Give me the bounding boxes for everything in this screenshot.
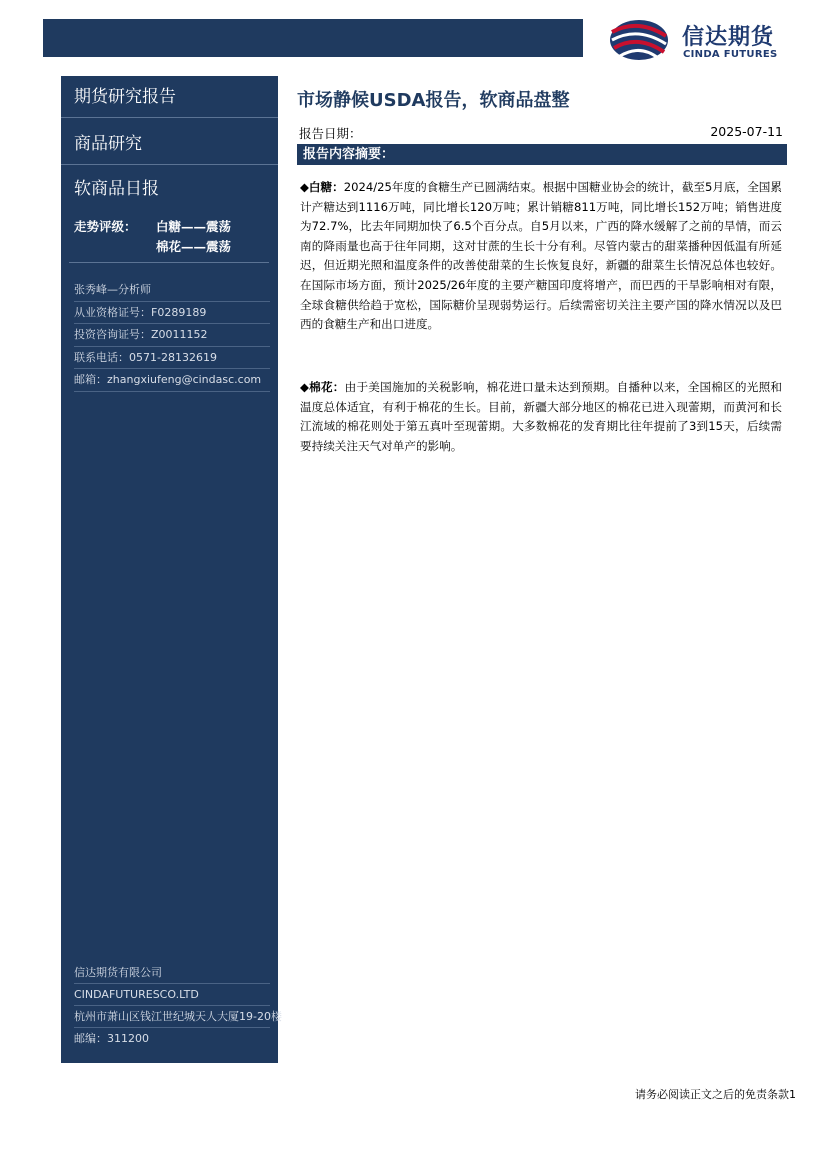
analyst-phone: 联系电话：0571-28132619 <box>74 347 270 370</box>
analyst-info <box>74 279 270 392</box>
company-logo <box>604 14 794 64</box>
summary-heading: 报告内容摘要： <box>297 144 787 165</box>
footer-disclaimer: 请务必阅读正文之后的免责条款1 <box>635 1088 796 1101</box>
paragraph-sugar-label: ◆白糖： <box>300 180 344 194</box>
analyst-email: 邮箱：zhangxiufeng@cindasc.com <box>74 369 270 392</box>
company-name-en: CINDAFUTURESCO.LTD <box>74 984 270 1006</box>
trend-item-sugar: 白糖——震荡 <box>156 219 232 234</box>
report-date-value: 2025-07-11 <box>710 124 783 139</box>
sidebar-title-research-report: 期货研究报告 <box>61 76 278 118</box>
trend-rating-label: 走势评级： <box>74 219 137 234</box>
company-address: 杭州市萧山区钱江世纪城天人大厦19-20楼 <box>74 1006 270 1028</box>
paragraph-sugar <box>300 178 782 335</box>
logo-chinese-text: 信达期货 <box>682 25 775 50</box>
report-date-label: 报告日期： <box>299 126 362 141</box>
company-name-cn: 信达期货有限公司 <box>74 962 270 984</box>
company-postcode: 邮编：311200 <box>74 1032 149 1045</box>
trend-rating <box>74 217 231 257</box>
paragraph-cotton-label: ◆棉花： <box>300 380 345 394</box>
sidebar-title-daily-report: 软商品日报 <box>74 179 159 199</box>
report-title: 市场静候USDA报告，软商品盘整 <box>297 90 570 111</box>
cinda-logo-icon <box>608 18 670 62</box>
company-info <box>74 962 282 1049</box>
paragraph-sugar-text: 2024/25年度的食糖生产已圆满结束。根据中国糖业协会的统计，截至5月底，全国累计产糖达到1116万吨，同比增长120万吨；累计销糖811万吨，同比增长152万吨；销售进度为72.7%，比去年同期加快了6.5个百分点。自5月以来，广西的降水缓解了之前的旱情，而云南的降雨量也高于往年同期，这对甘蔗的生长十分有利。尽管内蒙古的甜菜播种因低温有所延迟，但近期光照和温度条件的改善使甜菜的生长恢复良好，新疆的甜菜生长情况总体也较好。在国际市场方面，预计2025/26年度的主要产糖国印度将增产，而巴西的干旱影响相对有限，全球食糖供给趋于宽松，国际糖价呈现弱势运行。后续需密切关注主要产国的降水情况以及巴西的食糖生产和出口进度。 <box>300 180 782 332</box>
trend-item-cotton: 棉花——震荡 <box>156 239 232 254</box>
analyst-name: 张秀峰—分析师 <box>74 279 270 302</box>
analyst-qualification: 从业资格证号：F0289189 <box>74 302 270 325</box>
sidebar-title-commodity-research: 商品研究 <box>61 123 278 165</box>
logo-english-text: CINDA FUTURES <box>683 49 778 60</box>
analyst-consulting-id: 投资咨询证号：Z0011152 <box>74 324 270 347</box>
paragraph-cotton-text: 由于美国施加的关税影响，棉花进口量未达到预期。自播种以来，全国棉区的光照和温度总体适宜，有利于棉花的生长。目前，新疆大部分地区的棉花已进入现蕾期，而黄河和长江流域的棉花则处于第五真叶至现蕾期。大多数棉花的发育期比往年提前了3到15天，后续需要持续关注天气对单产的影响。 <box>300 380 782 453</box>
paragraph-cotton <box>300 378 782 456</box>
divider <box>69 262 269 263</box>
header-bar <box>43 19 583 57</box>
sidebar <box>61 76 282 1063</box>
